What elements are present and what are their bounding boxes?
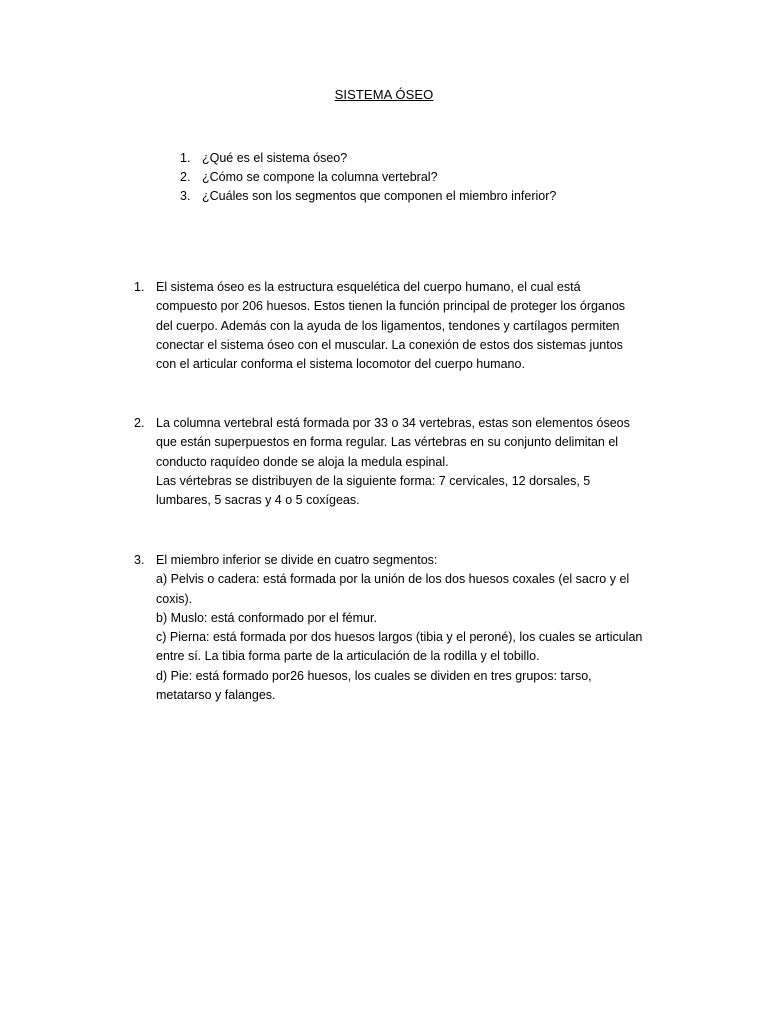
answer-line: El sistema óseo es la estructura esquelética del cuerpo humano, el cual está xyxy=(156,280,581,294)
question-item xyxy=(180,168,556,187)
answer-line: que están superpuestos en forma regular. Las vértebras en su conjunto delimitan el xyxy=(156,435,619,450)
answer-line: lumbares, 5 sacras y 4 o 5 coxígeas. xyxy=(156,493,360,508)
answer-line: compuesto por 206 huesos. Estos tienen la función principal de proteger los órganos xyxy=(156,299,626,314)
question-text: ¿Cuáles son los segmentos que componen el miembro inferior? xyxy=(202,189,557,203)
answer-line: a) Pelvis o cadera: está formada por la unión de los dos huesos coxales (el sacro y el xyxy=(156,572,630,587)
answer-line: La columna vertebral está formada por 33 o 34 vertebras, estas son elementos óseos xyxy=(156,416,630,430)
answer-2 xyxy=(134,414,654,510)
answer-line: con el articular conforma el sistema locomotor del cuerpo humano. xyxy=(156,357,525,372)
question-item xyxy=(180,149,556,168)
answer-line: coxis). xyxy=(156,591,193,606)
answer-line: c) Pierna: está formada por dos huesos largos (tibia y el peroné), los cuales se articulan xyxy=(156,630,643,645)
answer-body xyxy=(156,278,654,374)
answer-line: entre sí. La tibia forma parte de la articulación de la rodilla y el tobillo. xyxy=(156,649,540,664)
question-item xyxy=(180,187,556,206)
answer-line: El miembro inferior se divide en cuatro segmentos: xyxy=(156,553,438,567)
document-title: SISTEMA ÓSEO xyxy=(334,87,434,102)
answer-number: 1. xyxy=(134,280,145,294)
question-number: 3. xyxy=(180,189,191,203)
answer-line: d) Pie: está formado por26 huesos, los cuales se dividen en tres grupos: tarso, xyxy=(156,668,592,683)
question-text: ¿Cómo se compone la columna vertebral? xyxy=(202,170,438,184)
question-text: ¿Qué es el sistema óseo? xyxy=(202,151,348,165)
answer-line: b) Muslo: está conformado por el fémur. xyxy=(156,610,377,625)
answer-body xyxy=(156,551,654,705)
answer-line: metatarso y falanges. xyxy=(156,688,276,703)
question-list xyxy=(180,149,556,206)
question-number: 1. xyxy=(180,151,191,165)
answer-line: conectar el sistema óseo con el muscular. La conexión de estos dos sistemas juntos xyxy=(156,337,623,352)
answer-3 xyxy=(134,551,654,705)
answer-number: 2. xyxy=(134,416,145,430)
question-number: 2. xyxy=(180,170,191,184)
answer-1 xyxy=(134,278,654,374)
answer-line: conducto raquídeo donde se aloja la medula espinal. xyxy=(156,454,449,469)
answer-number: 3. xyxy=(134,553,145,567)
answer-line: del cuerpo. Además con la ayuda de los ligamentos, tendones y cartílagos permiten xyxy=(156,318,620,333)
answer-line: Las vértebras se distribuyen de la siguiente forma: 7 cervicales, 12 dorsales, 5 xyxy=(156,473,591,488)
answer-body xyxy=(156,414,654,510)
